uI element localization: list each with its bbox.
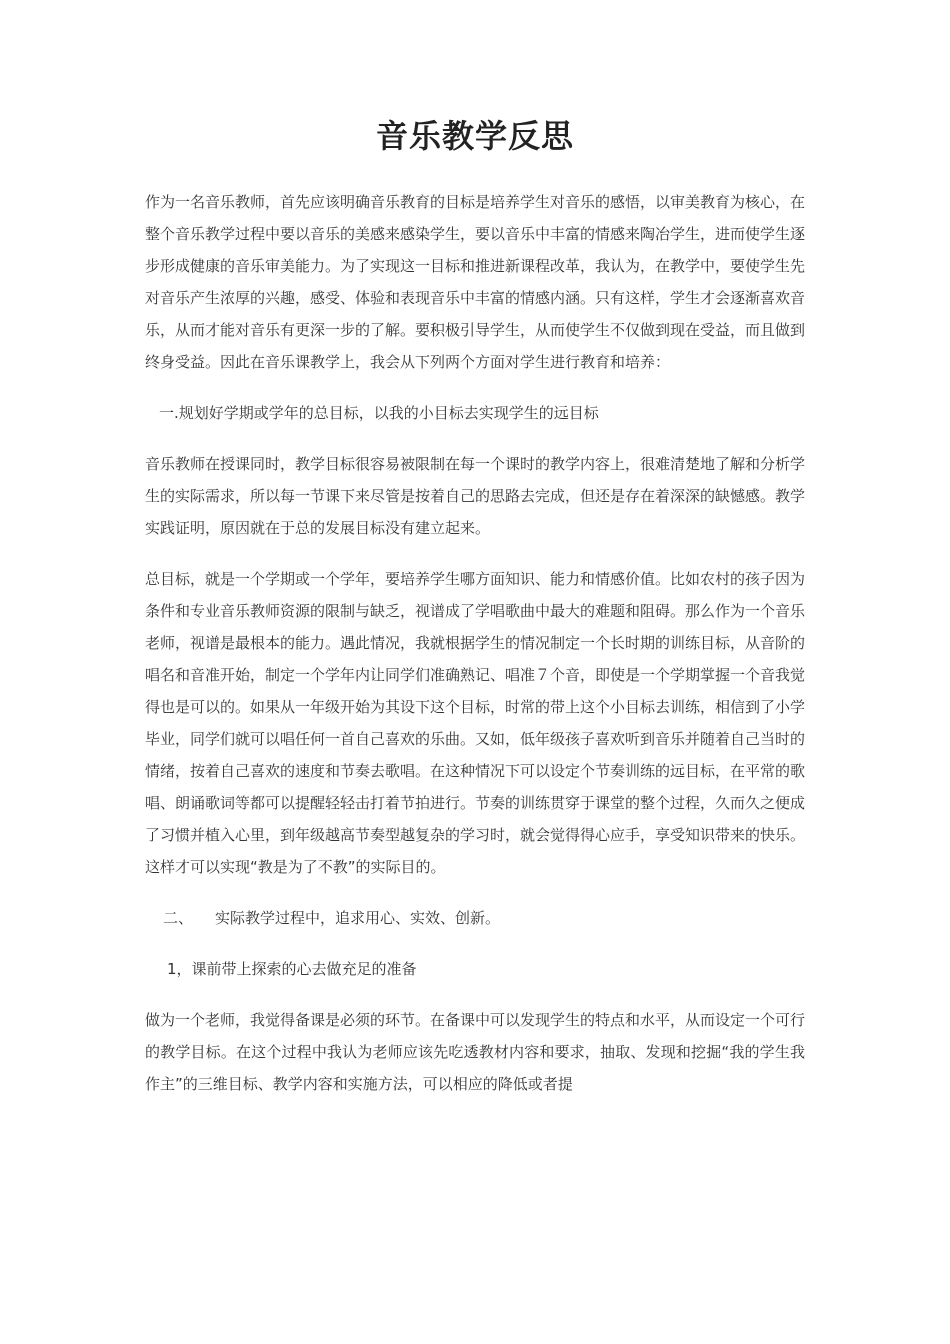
- section-2-heading-text: 实际教学过程中，追求用心、实效、创新。: [215, 909, 501, 927]
- section-1-paragraph-1: 音乐教师在授课同时，教学目标很容易被限制在每一个课时的教学内容上，很难清楚地了解和分析学生的实际需求，所以每一节课下来尽管是按着自己的思路去完成，但还是存在着深深的缺憾感。教学实践证明，原因就在于总的发展目标没有建立起来。: [145, 455, 806, 537]
- document-title: 音乐教学反思: [375, 117, 574, 155]
- paragraph-gap: [145, 985, 805, 1004]
- paragraph-gap: [145, 429, 805, 448]
- intro-paragraph: 作为一名音乐教师，首先应该明确音乐教育的目标是培养学生对音乐的感悟，以审美教育为核心，在整个音乐教学过程中要以音乐的美感来感染学生，要以音乐中丰富的情感来陶冶学生，进而使学生逐步形成健康的音乐审美能力。为了实现这一目标和推进新课程改革，我认为，在教学中，要使学生先对音乐产生浓厚的兴趣，感受、体验和表现音乐中丰富的情感内涵。只有这样，学生才会逐渐喜欢音乐，从而才能对音乐有更深一步的了解。要积极引导学生，从而使学生不仅做到现在受益，而且做到终身受益。因此在音乐课教学上，我会从下列两个方面对学生进行教育和培养：: [145, 193, 806, 371]
- section-2-number: 二、: [163, 909, 194, 927]
- section-2-1-heading: 1，课前带上探索的心去做充足的准备: [167, 960, 417, 978]
- paragraph-gap: [145, 883, 805, 902]
- document-body: [145, 186, 805, 1100]
- paragraph-gap: [145, 544, 805, 563]
- section-2-1-paragraph-1: 做为一个老师，我觉得备课是必须的环节。在备课中可以发现学生的特点和水平，从而设定一个可行的教学目标。在这个过程中我认为老师应该先吃透教材内容和要求，抽取、发现和挖掘“我的学生我作主”的三维目标、教学内容和实施方法，可以相应的降低或者提: [145, 1011, 806, 1093]
- section-1-paragraph-2: 总目标，就是一个学期或一个学年，要培养学生哪方面知识、能力和情感价值。比如农村的孩子因为条件和专业音乐教师资源的限制与缺乏，视谱成了学唱歌曲中最大的难题和阻碍。那么作为一个音乐老师，视谱是最根本的能力。遇此情况，我就根据学生的情况制定一个长时期的训练目标，从音阶的唱名和音准开始，制定一个学年内让同学们准确熟记、唱准７个音，即使是一个学期掌握一个音我觉得也是可以的。如果从一年级开始为其设下这个目标，时常的带上这个小目标去训练，相信到了小学毕业，同学们就可以唱任何一首自己喜欢的乐曲。又如，低年级孩子喜欢听到音乐并随着自己当时的情绪，按着自己喜欢的速度和节奏去歌唱。在这种情况下可以设定个节奏训练的远目标，在平常的歌唱、朗诵歌词等都可以提醒轻轻击打着节拍进行。节奏的训练贯穿于课堂的整个过程，久而久之便成了习惯并植入心里，到年级越高节奏型越复杂的学习时，就会觉得得心应手，享受知识带来的快乐。这样才可以实现“教是为了不教”的实际目的。: [145, 570, 806, 876]
- section-1-heading: 一.规划好学期或学年的总目标，以我的小目标去实现学生的远目标: [159, 404, 599, 422]
- section-2-heading: [145, 902, 805, 934]
- paragraph-gap: [145, 934, 805, 953]
- paragraph-gap: [145, 378, 805, 397]
